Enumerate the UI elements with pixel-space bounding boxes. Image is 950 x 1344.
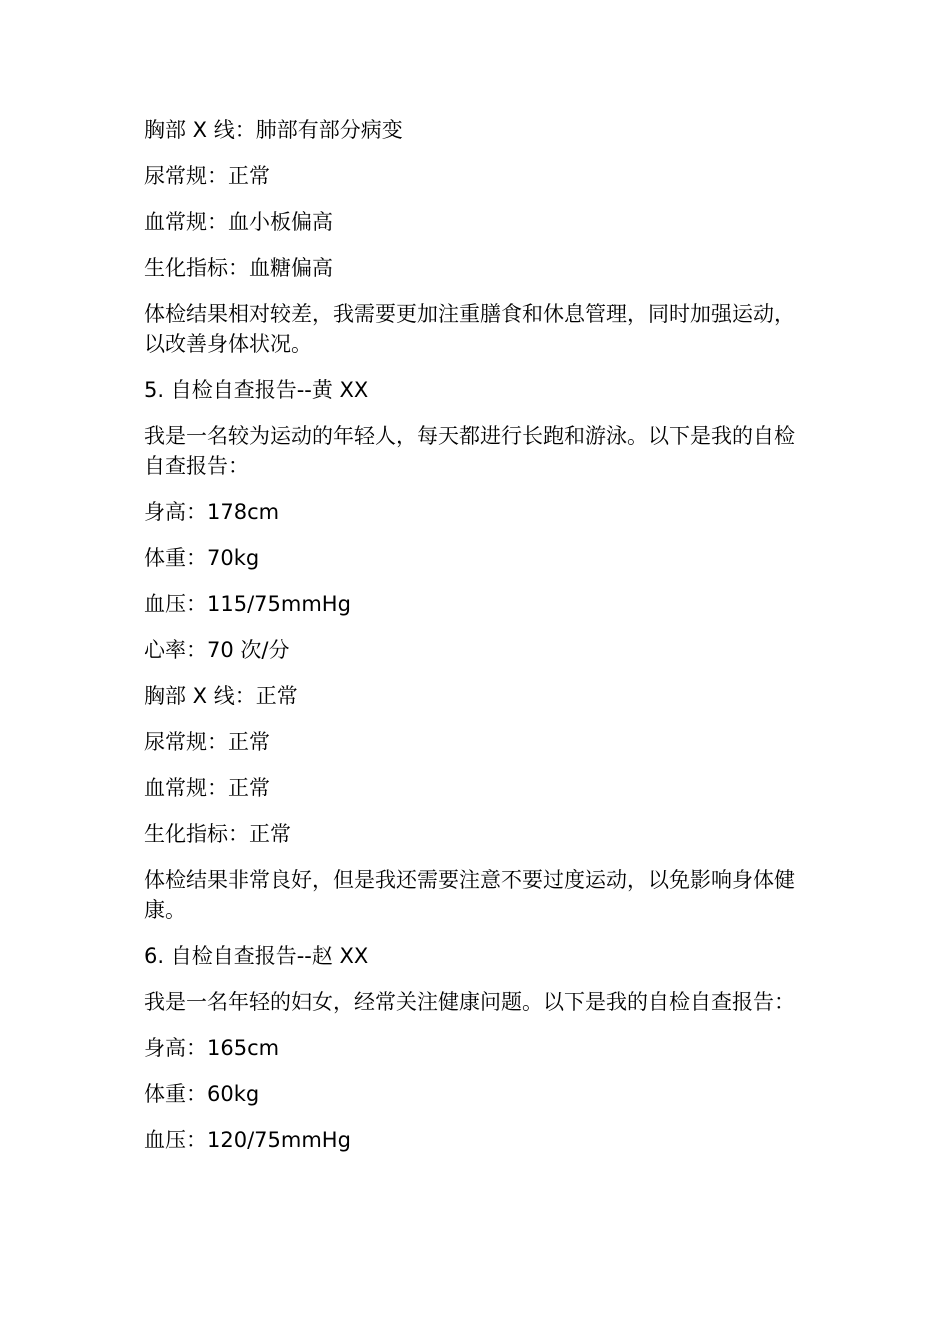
- document-body: [144, 115, 799, 1171]
- weight-line: 体重：60kg: [144, 1082, 260, 1106]
- blood-pressure-line: 血压：120/75mmHg: [144, 1128, 351, 1152]
- intro-paragraph: 我是一名较为运动的年轻人，每天都进行长跑和游泳。以下是我的自检自查报告：: [144, 424, 795, 478]
- urine-routine-line: 尿常规：正常: [144, 730, 270, 754]
- urine-routine-line: 尿常规：正常: [144, 164, 270, 188]
- blood-pressure-line: 血压：115/75mmHg: [144, 592, 351, 616]
- biochem-line: 生化指标：正常: [144, 822, 291, 846]
- height-line: 身高：165cm: [144, 1036, 280, 1060]
- height-line: 身高：178cm: [144, 500, 280, 524]
- section-heading-6: 6. 自检自查报告--赵 XX: [144, 944, 369, 968]
- blood-routine-line: 血常规：正常: [144, 776, 270, 800]
- biochem-line: 生化指标：血糖偏高: [144, 256, 333, 280]
- intro-paragraph: 我是一名年轻的妇女，经常关注健康问题。以下是我的自检自查报告：: [144, 990, 795, 1014]
- section-heading-5: 5. 自检自查报告--黄 XX: [144, 378, 369, 402]
- summary-paragraph: 体检结果相对较差，我需要更加注重膳食和休息管理，同时加强运动，以改善身体状况。: [144, 302, 795, 356]
- heart-rate-line: 心率：70 次/分: [144, 638, 290, 662]
- chest-xray-line: 胸部 X 线：肺部有部分病变: [144, 118, 403, 142]
- summary-paragraph: 体检结果非常良好，但是我还需要注意不要过度运动，以免影响身体健康。: [144, 868, 795, 922]
- weight-line: 体重：70kg: [144, 546, 260, 570]
- blood-routine-line: 血常规：血小板偏高: [144, 210, 333, 234]
- chest-xray-line: 胸部 X 线：正常: [144, 684, 298, 708]
